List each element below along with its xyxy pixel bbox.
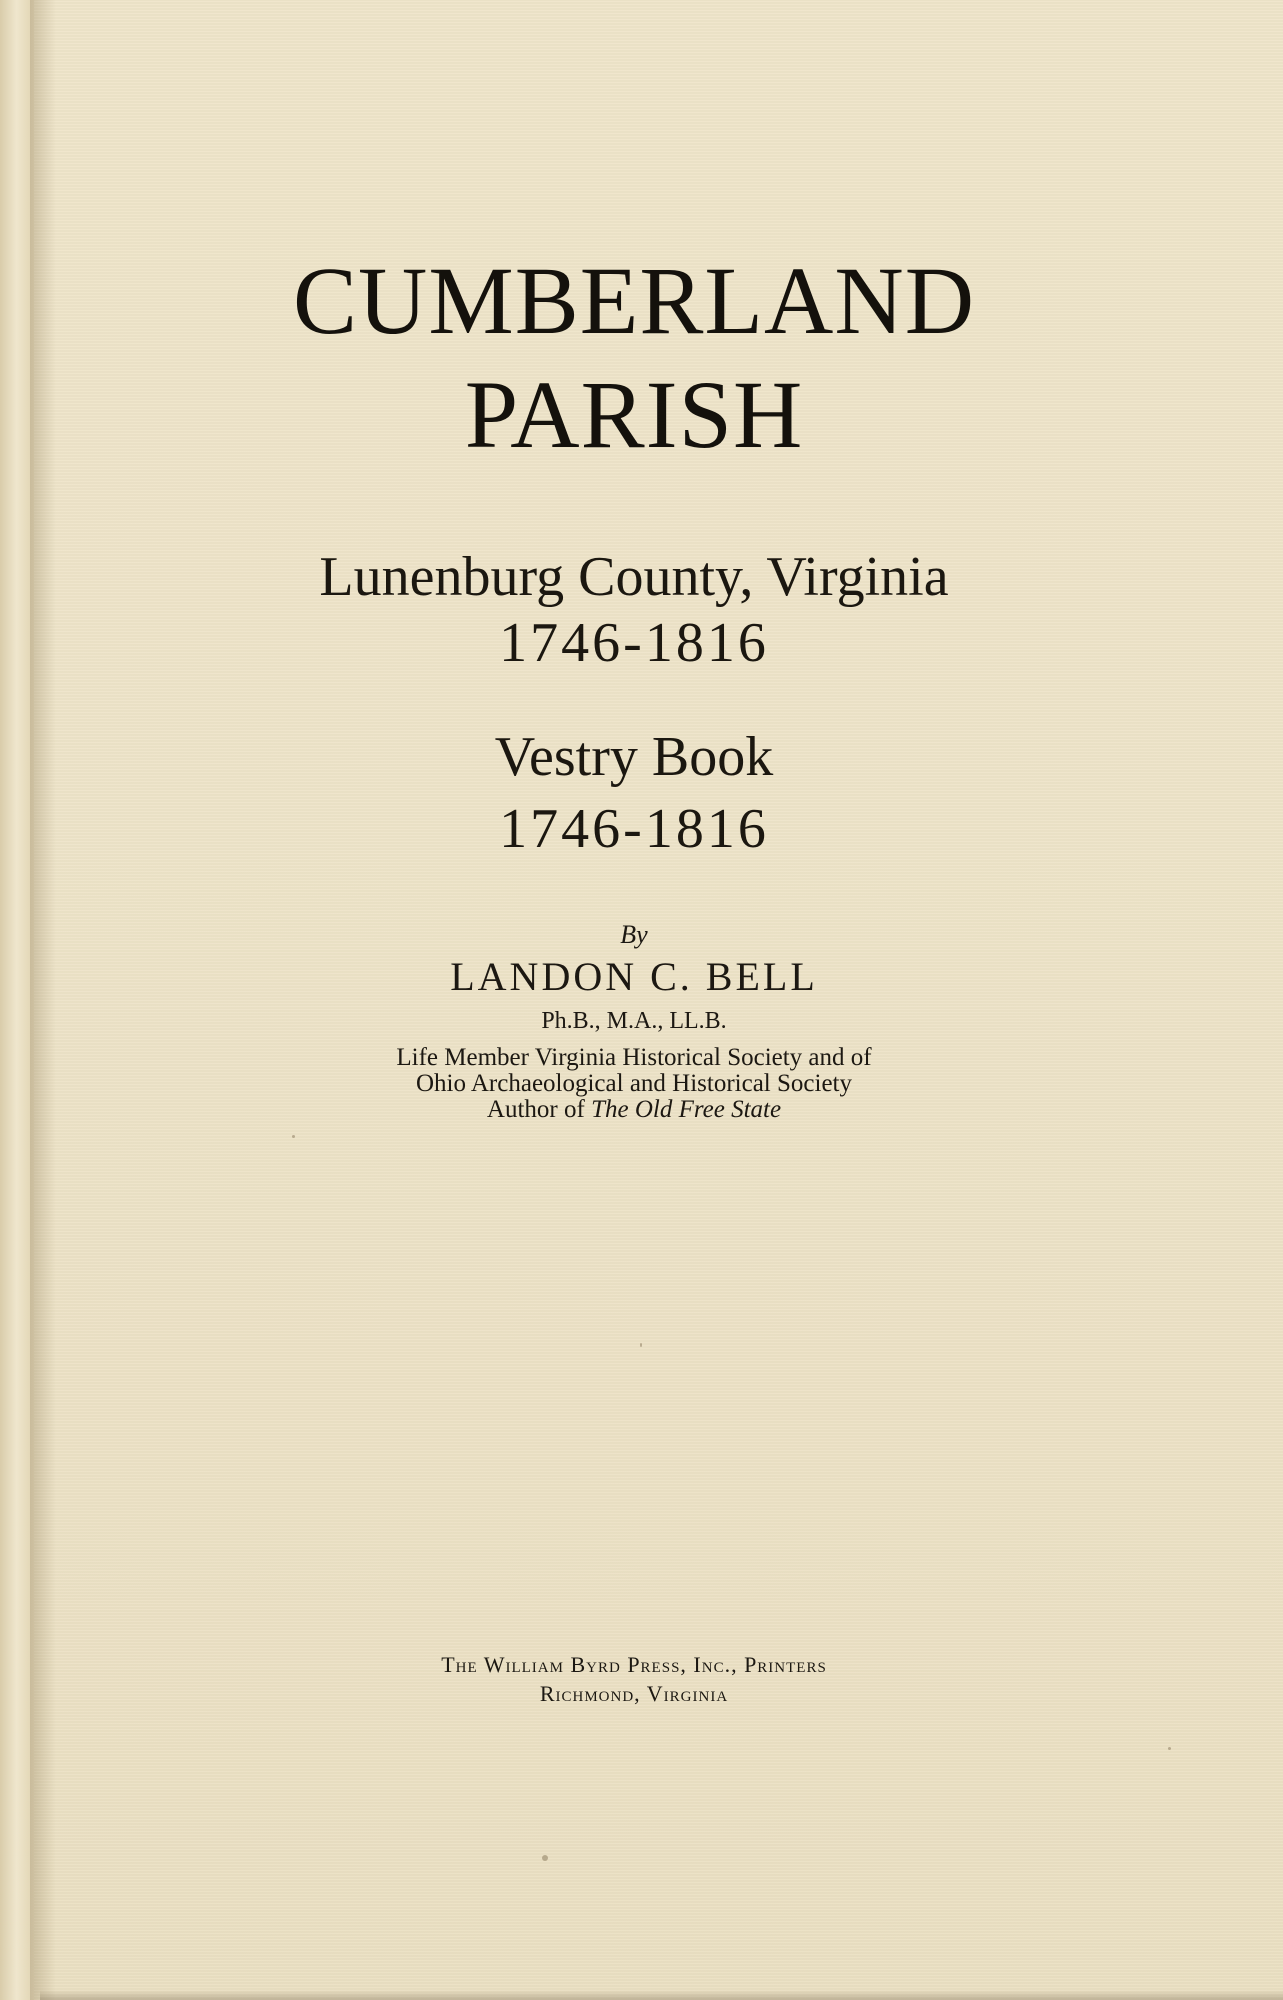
paper-speck	[292, 1135, 295, 1138]
printer-location: Richmond, Virginia	[539, 1681, 729, 1706]
previous-book-title: The Old Free State	[591, 1096, 782, 1123]
printer-imprint: The William Byrd Press, Inc., Printers	[441, 1652, 827, 1677]
subtitle-dates: 1746-1816	[499, 612, 769, 674]
gutter-shadow	[30, 0, 56, 2000]
author-credential-line-3	[34, 1097, 1234, 1123]
by-label: By	[620, 920, 648, 949]
vestry-book-dates: 1746-1816	[499, 798, 769, 860]
subtitle-county: Lunenburg County, Virginia	[319, 546, 949, 608]
author-name: LANDON C. BELL	[450, 954, 818, 999]
author-credential-line-1: Life Member Virginia Historical Society and of	[396, 1044, 872, 1071]
adjacent-page-edge	[0, 0, 30, 2000]
paper-speck	[542, 1855, 548, 1861]
subtitle-vestry-book: Vestry Book	[494, 726, 774, 788]
book-title-line-2: PARISH	[464, 361, 804, 468]
author-credential-line-2: Ohio Archaeological and Historical Society	[416, 1070, 852, 1097]
paper-speck	[1168, 1747, 1171, 1750]
title-page	[34, 0, 1283, 2000]
author-degrees: Ph.B., M.A., LL.B.	[541, 1008, 727, 1034]
page-bottom-edge	[40, 1990, 1283, 2000]
paper-speck	[640, 1343, 642, 1347]
book-title-line-1: CUMBERLAND	[292, 247, 976, 354]
author-of-prefix: Author of	[486, 1096, 592, 1123]
